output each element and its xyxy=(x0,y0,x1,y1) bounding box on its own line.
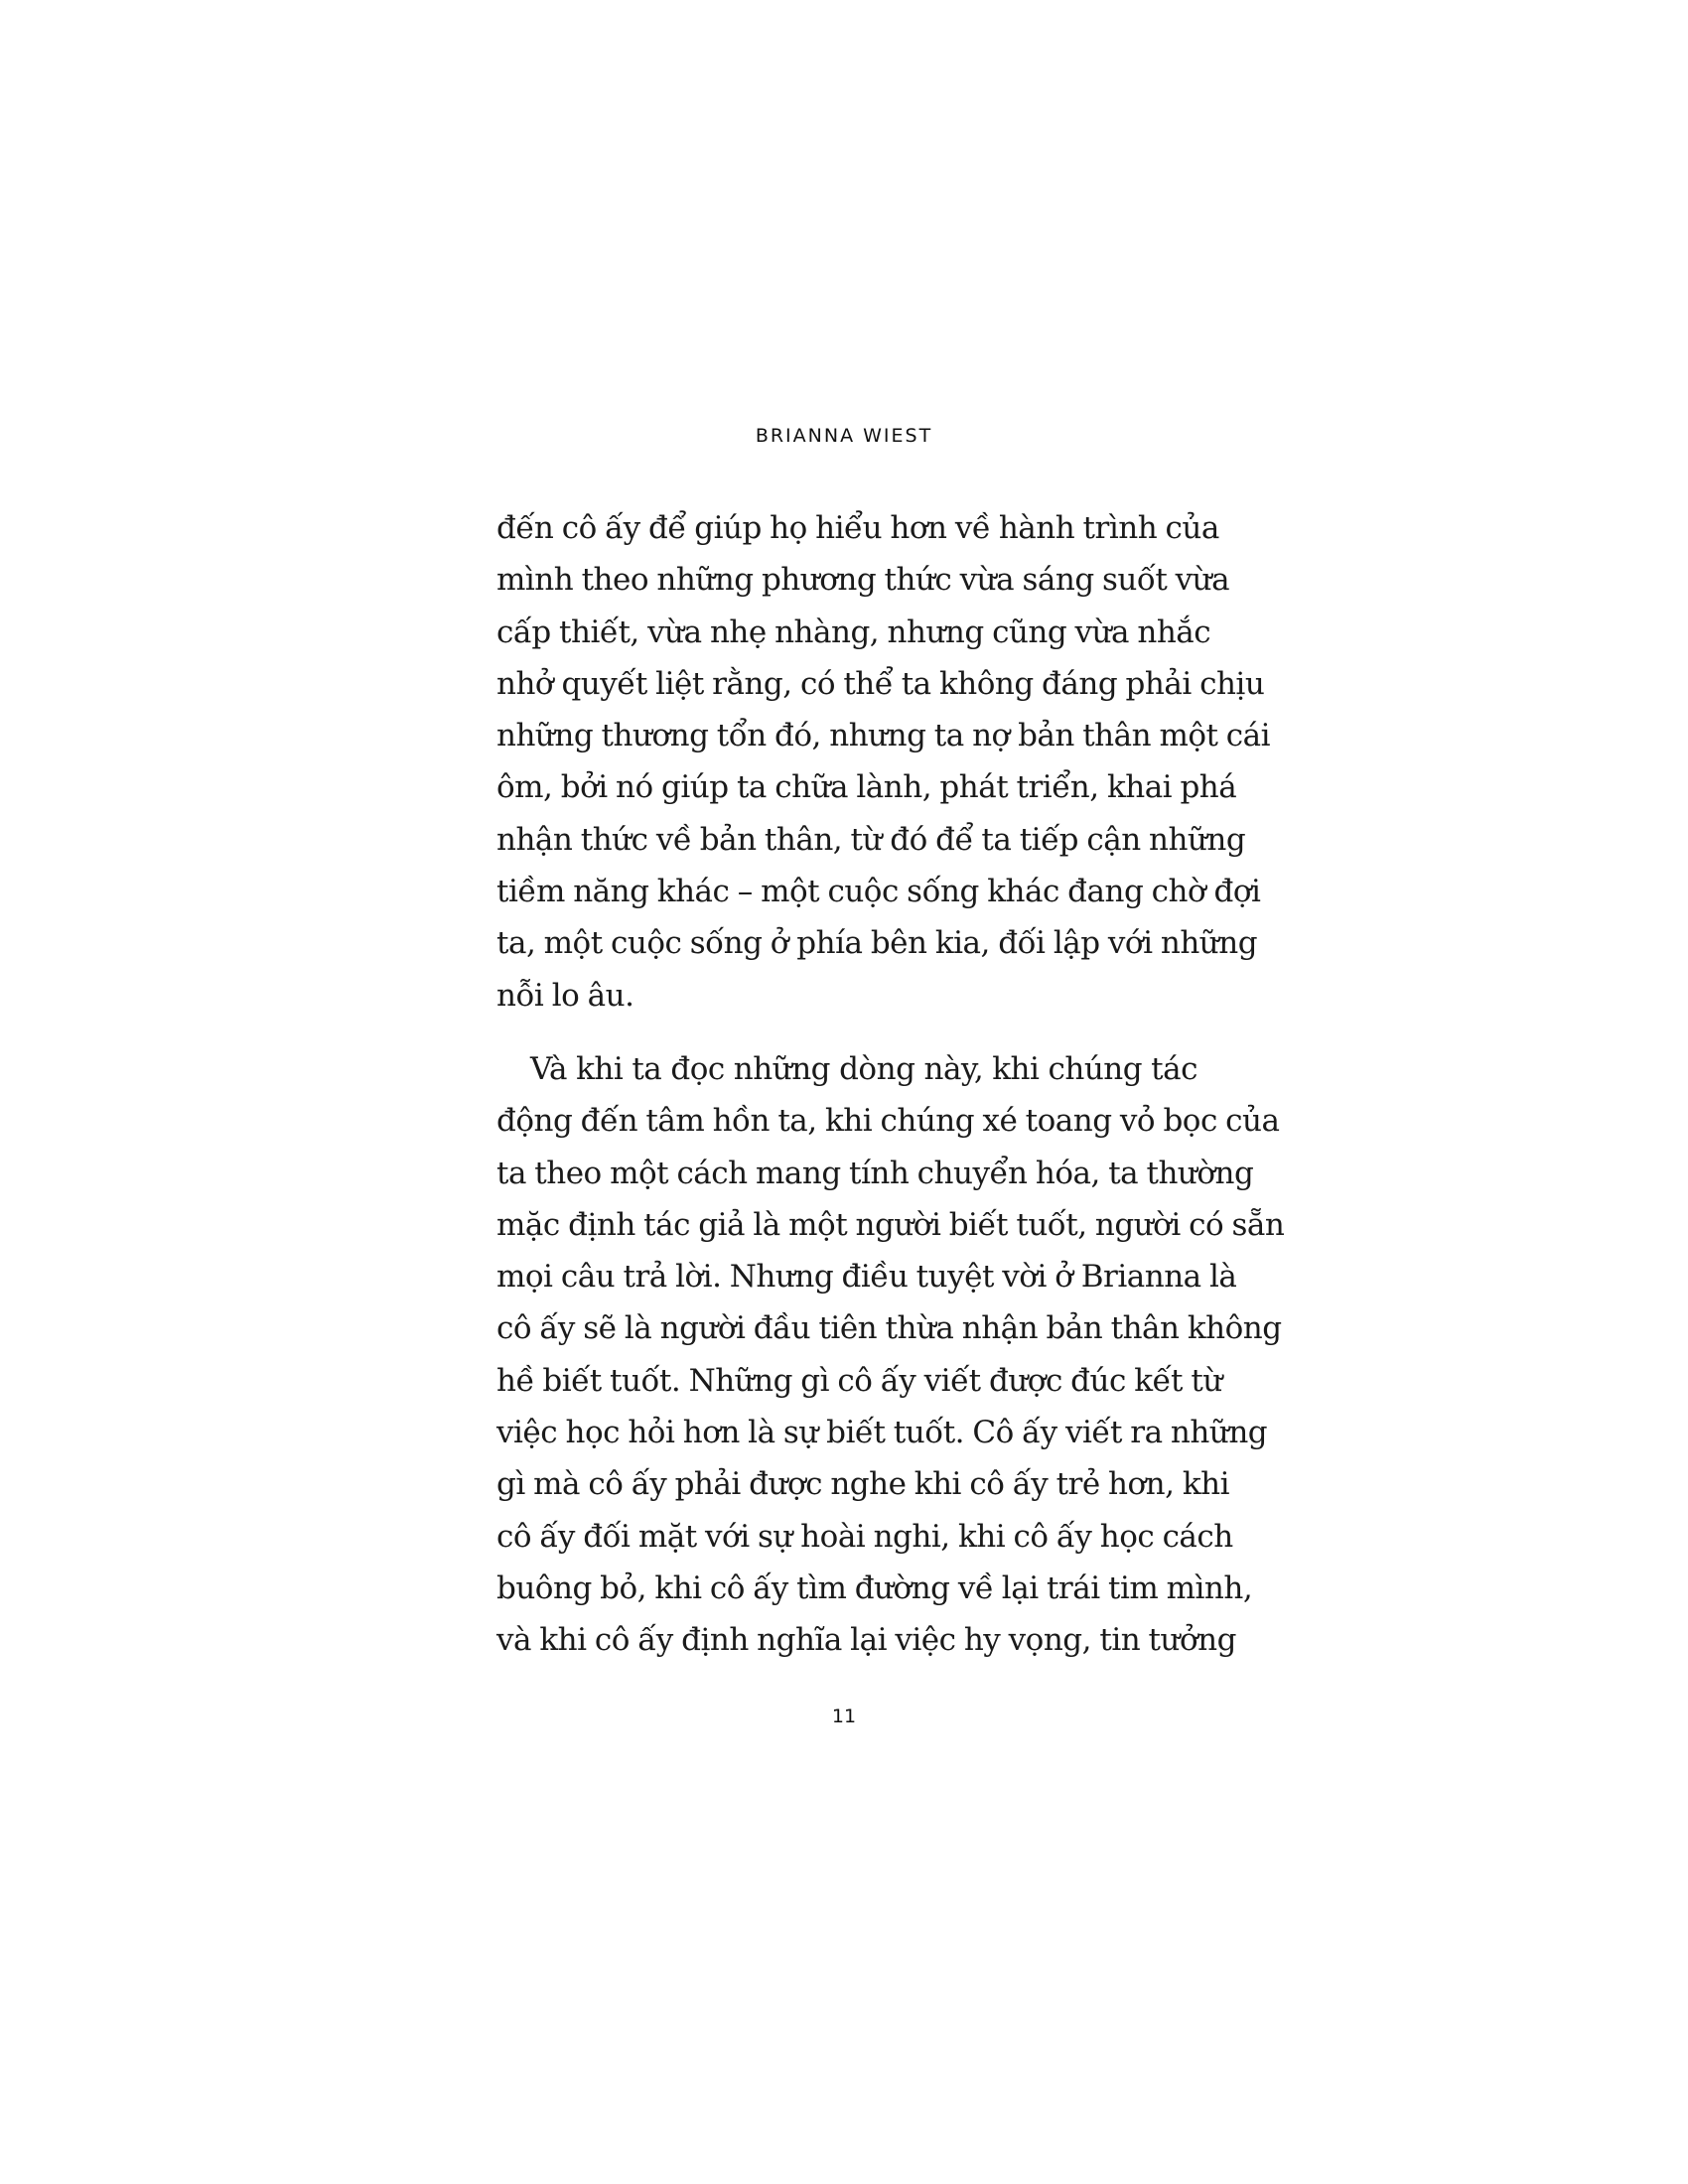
text-line: mình theo những phương thức vừa sáng suốt vừa xyxy=(496,562,1230,599)
page-number: 11 xyxy=(831,1706,857,1727)
paragraph xyxy=(496,502,1271,1022)
text-line: tiềm năng khác – một cuộc sống khác đang chờ đợi xyxy=(496,874,1261,910)
text-line: Và khi ta đọc những dòng này, khi chúng tác xyxy=(530,1050,1197,1087)
text-line: nhận thức về bản thân, từ đó để ta tiếp cận những xyxy=(496,821,1246,858)
text-line: cô ấy sẽ là người đầu tiên thừa nhận bản thân không xyxy=(496,1310,1282,1347)
text-line: và khi cô ấy định nghĩa lại việc hy vọng, tin tưởng xyxy=(496,1622,1236,1659)
text-line: nhở quyết liệt rằng, có thể ta không đáng phải chịu xyxy=(496,665,1265,702)
text-line: cấp thiết, vừa nhẹ nhàng, nhưng cũng vừa nhắc xyxy=(496,614,1211,650)
body-text xyxy=(496,502,1285,1667)
paragraph xyxy=(496,1043,1285,1667)
text-line: ta theo một cách mang tính chuyển hóa, ta thường xyxy=(496,1155,1254,1191)
text-line: đến cô ấy để giúp họ hiểu hơn về hành trình của xyxy=(496,510,1219,546)
text-line: động đến tâm hồn ta, khi chúng xé toang vỏ bọc của xyxy=(496,1103,1280,1140)
text-line: mọi câu trả lời. Nhưng điều tuyệt vời ở Brianna là xyxy=(496,1259,1237,1296)
text-line: nỗi lo âu. xyxy=(496,977,634,1014)
text-line: ta, một cuộc sống ở phía bên kia, đối lập với những xyxy=(496,925,1258,962)
text-line: mặc định tác giả là một người biết tuốt, người có sẵn xyxy=(496,1206,1285,1243)
running-header: BRIANNA WIEST xyxy=(755,425,933,447)
text-line: những thương tổn đó, nhưng ta nợ bản thân một cái xyxy=(496,718,1271,754)
text-line: hề biết tuốt. Những gì cô ấy viết được đúc kết từ xyxy=(496,1362,1222,1399)
text-line: cô ấy đối mặt với sự hoài nghi, khi cô ấy học cách xyxy=(496,1518,1233,1555)
text-line: gì mà cô ấy phải được nghe khi cô ấy trẻ hơn, khi xyxy=(496,1466,1230,1503)
text-line: việc học hỏi hơn là sự biết tuốt. Cô ấy viết ra những xyxy=(496,1415,1268,1451)
text-line: buông bỏ, khi cô ấy tìm đường về lại trái tim mình, xyxy=(496,1570,1253,1606)
text-line: ôm, bởi nó giúp ta chữa lành, phát triển, khai phá xyxy=(496,769,1237,806)
